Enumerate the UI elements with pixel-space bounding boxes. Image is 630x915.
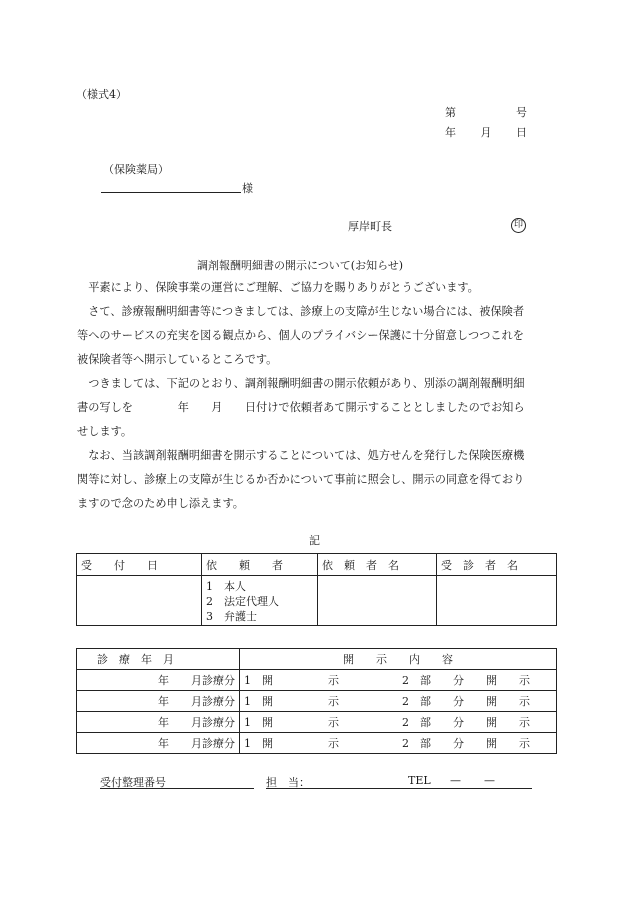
option-full-disclosure[interactable]: 1 開 示 bbox=[240, 733, 399, 754]
disclosure-table bbox=[76, 648, 557, 754]
option-partial-disclosure[interactable]: 2 部 分 開 示 bbox=[398, 670, 557, 691]
body-line: 書の写しを 年 月 日付けで依頼者あて開示することとしましたのでお知ら bbox=[77, 401, 525, 414]
treatment-month-cell: 年 月診療分 bbox=[77, 670, 240, 691]
option-partial-disclosure[interactable]: 2 部 分 開 示 bbox=[398, 712, 557, 733]
body-line: せします。 bbox=[77, 425, 133, 438]
header-disclosure-content: 開 示 内 容 bbox=[240, 649, 557, 670]
body-line: さて、診療報酬明細書等につきましては、診療上の支障が生じない場合には、被保険者 bbox=[77, 305, 525, 318]
doc-number: 第 号 bbox=[445, 106, 527, 119]
requester-name-cell[interactable] bbox=[318, 576, 437, 626]
body-line: 関等に対し、診療上の支障が生じるか否かについて事前に照会し、開示の同意を得ており bbox=[77, 473, 525, 486]
requester-option: 2 法定代理人 bbox=[206, 595, 279, 608]
form-label: （様式4） bbox=[76, 88, 127, 101]
request-table bbox=[76, 553, 557, 626]
body-line: なお、当該調剤報酬明細書を開示することについては、処方せんを発行した保険医療機 bbox=[77, 449, 525, 462]
option-full-disclosure[interactable]: 1 開 示 bbox=[240, 670, 399, 691]
body-line: つきましては、下記のとおり、調剤報酬明細書の開示依頼があり、別添の調剤報酬明細 bbox=[77, 377, 525, 390]
header-patient-name: 受 診 者 名 bbox=[437, 554, 557, 576]
sender-title: 厚岸町長 bbox=[348, 220, 392, 233]
body-line: 平素により、保険事業の運営にご理解、ご協力を賜りありがとうございます。 bbox=[77, 281, 479, 294]
table-row bbox=[77, 670, 557, 691]
seal-mark: 印 bbox=[511, 217, 526, 233]
recipient-org: （保険薬局） bbox=[103, 163, 169, 176]
reception-date-cell[interactable] bbox=[77, 576, 202, 626]
header-treatment-month: 診 療 年 月 bbox=[77, 649, 240, 670]
body-line: ますので念のため申し添えます。 bbox=[77, 497, 244, 510]
body-line: 被保険者等へ開示しているところです。 bbox=[77, 353, 278, 366]
table-row bbox=[77, 712, 557, 733]
requester-options-cell bbox=[202, 576, 318, 626]
body-text bbox=[77, 276, 557, 516]
body-line: 等へのサービスの充実を図る観点から、個人のプライバシー保護に十分留意しつつこれを bbox=[77, 329, 524, 342]
recipient-name-line bbox=[101, 178, 241, 193]
header-requester-name: 依 頼 者 名 bbox=[318, 554, 437, 576]
date-line: 年 月 日 bbox=[445, 126, 527, 139]
option-partial-disclosure[interactable]: 2 部 分 開 示 bbox=[398, 733, 557, 754]
option-full-disclosure[interactable]: 1 開 示 bbox=[240, 712, 399, 733]
subject-title: 調剤報酬明細書の開示について(お知らせ) bbox=[197, 259, 404, 272]
tel-dash: — bbox=[484, 774, 495, 787]
treatment-month-cell: 年 月診療分 bbox=[77, 733, 240, 754]
table-row bbox=[77, 691, 557, 712]
receipt-number-field[interactable]: 受付整理番号 bbox=[100, 774, 254, 789]
contact-field[interactable] bbox=[266, 774, 532, 789]
table-row bbox=[77, 733, 557, 754]
contact-label: 担 当： bbox=[266, 776, 310, 789]
option-full-disclosure[interactable]: 1 開 示 bbox=[240, 691, 399, 712]
ki-label: 記 bbox=[309, 534, 320, 547]
header-requester: 依 頼 者 bbox=[202, 554, 318, 576]
option-partial-disclosure[interactable]: 2 部 分 開 示 bbox=[398, 691, 557, 712]
recipient-honorific: 様 bbox=[242, 182, 253, 195]
treatment-month-cell: 年 月診療分 bbox=[77, 712, 240, 733]
requester-option: 1 本人 bbox=[206, 580, 246, 593]
requester-option: 3 弁護士 bbox=[206, 610, 257, 623]
treatment-month-cell: 年 月診療分 bbox=[77, 691, 240, 712]
tel-dash: — bbox=[450, 774, 461, 787]
tel-label: TEL bbox=[408, 774, 431, 787]
patient-name-cell[interactable] bbox=[437, 576, 557, 626]
header-reception-date: 受 付 日 bbox=[77, 554, 202, 576]
